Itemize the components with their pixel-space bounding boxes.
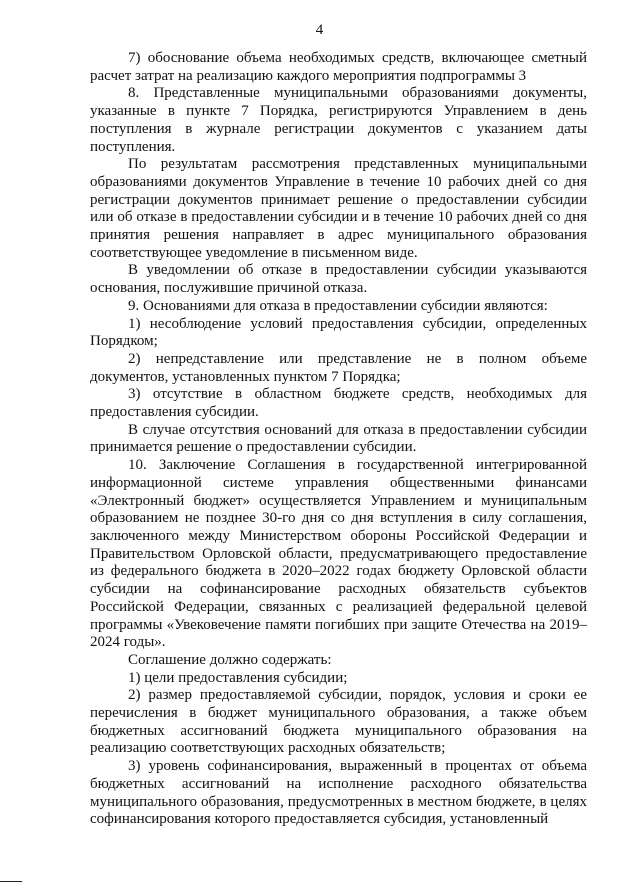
paragraph-8-registration: 8. Представленные муниципальными образованиями документы, указанные в пункте 7 Порядка, регистрируются Управлением в день поступления в журнале регистрации документов с указанием даты поступления. bbox=[90, 85, 587, 155]
list-item-contents-2: 2) размер предоставляемой субсидии, порядок, условия и сроки ее перечисления в бюджет муниципального образования, а также объем бюджетных ассигнований бюджета муниципального образования на реализацию соответствующих расходных обязательств; bbox=[90, 687, 587, 757]
paragraph-agreement-contents: Соглашение должно содержать: bbox=[128, 651, 332, 668]
page-number: 4 bbox=[315, 22, 324, 38]
paragraph-7-justification: 7) обоснование объема необходимых средств, включающее сметный расчет затрат на реализацию каждого мероприятия подпрограммы 3 bbox=[90, 50, 587, 84]
margin-mark bbox=[0, 881, 22, 882]
paragraph-10-agreement: 10. Заключение Соглашения в государственной интегрированной информационной системе управления общественными финансами «Электронный бюджет» осуществляется Управлением и муниципальным образованием не позднее 30-го дня со дня вступления в силу соглашения, заключенного между Министерством обороны Российской Федерации и Правительством Орловской области, предусматривающего предоставление из федерального бюджета в 2020–2022 годах бюджету Орловской области субсидии на софинансирование расходных обязательств субъектов Российской Федерации, связанных с реализацией федеральной целевой программы «Увековечение памяти погибших при защите Отечества на 2019–2024 годы». bbox=[90, 457, 587, 651]
paragraph-refusal-notice: В уведомлении об отказе в предоставлении субсидии указываются основания, послужившие причиной отказа. bbox=[90, 262, 587, 297]
document-body bbox=[90, 50, 587, 829]
list-item-contents-3: 3) уровень софинансирования, выраженный в процентах от объема бюджетных ассигнований на исполнение расходного обязательства муниципального образования, предусмотренных в местном бюджете, в целях софинансирования которого предоставляется субсидия, установленный bbox=[90, 758, 587, 828]
list-item-refusal-1: 1) несоблюдение условий предоставления субсидии, определенных Порядком; bbox=[90, 315, 587, 350]
list-item-contents-1: 1) цели предоставления субсидии; bbox=[128, 669, 348, 686]
list-item-refusal-3: 3) отсутствие в областном бюджете средств, необходимых для предоставления субсидии. bbox=[90, 386, 587, 421]
paragraph-review-decision: По результатам рассмотрения представленных муниципальными образованиями документов Управление в течение 10 рабочих дней со дня регистрации документов принимает решение о предоставлении субсидии или об отказе в предоставлении субсидии и в течение 10 рабочих дней со дня принятия решения направляет в адрес муниципального образования соответствующее уведомление в письменном виде. bbox=[90, 156, 587, 261]
list-item-refusal-2: 2) непредставление или представление не в полном объеме документов, установленных пунктом 7 Порядка; bbox=[90, 350, 587, 385]
paragraph-grant-decision: В случае отсутствия оснований для отказа в предоставлении субсидии принимается решение о предоставлении субсидии. bbox=[90, 421, 587, 456]
paragraph-9-refusal-grounds: 9. Основаниями для отказа в предоставлении субсидии являются: bbox=[128, 297, 548, 314]
